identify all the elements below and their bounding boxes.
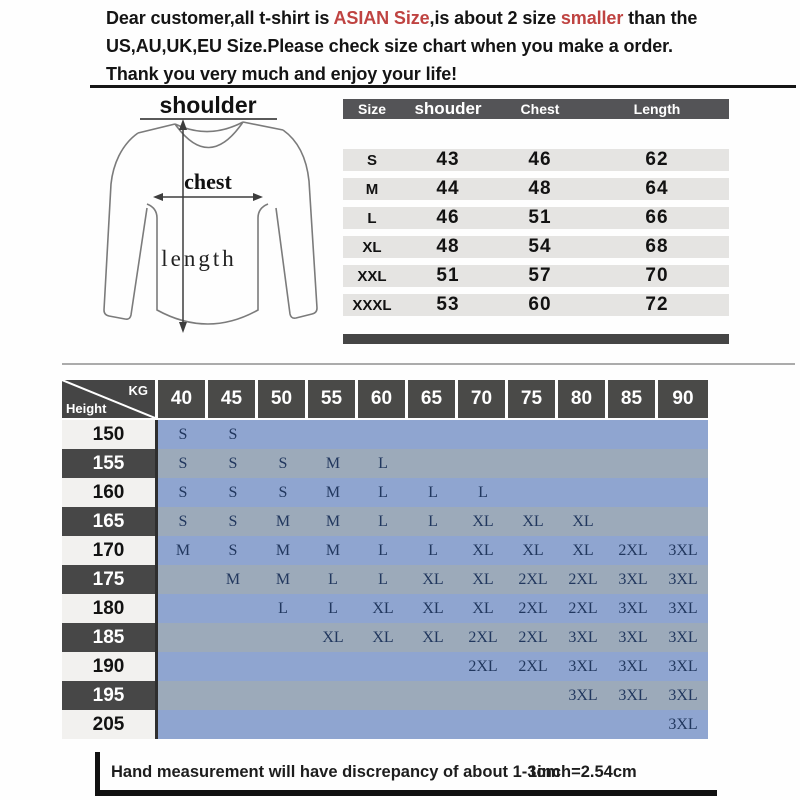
column-header-length: Length bbox=[633, 101, 681, 117]
inch-conversion-text: 1inch=2.54cm bbox=[528, 763, 637, 781]
matrix-cell bbox=[308, 681, 358, 710]
measurement-note bbox=[95, 750, 719, 798]
size-name: S bbox=[366, 151, 377, 169]
weight-header-45: 45 bbox=[208, 380, 258, 418]
matrix-row-165 bbox=[62, 507, 708, 536]
size-value: 54 bbox=[528, 236, 552, 257]
matrix-cell: 3XL bbox=[658, 652, 708, 681]
matrix-cell bbox=[408, 652, 458, 681]
size-value: 46 bbox=[436, 207, 460, 228]
matrix-cell bbox=[408, 449, 458, 478]
notice-line-2: US,AU,UK,EU Size.Please check size chart when you make a order. bbox=[106, 36, 673, 56]
size-table bbox=[343, 99, 729, 344]
size-value: 51 bbox=[436, 265, 460, 286]
matrix-cell: L bbox=[358, 536, 408, 565]
matrix-cell: M bbox=[208, 565, 258, 594]
size-table-header bbox=[343, 99, 729, 119]
matrix-cell bbox=[208, 623, 258, 652]
matrix-cell: XL bbox=[408, 594, 458, 623]
matrix-cell bbox=[508, 478, 558, 507]
matrix-cell: 2XL bbox=[508, 623, 558, 652]
matrix-row-150 bbox=[62, 420, 708, 449]
matrix-cell: L bbox=[308, 565, 358, 594]
matrix-cell bbox=[558, 710, 608, 739]
matrix-cell: XL bbox=[358, 594, 408, 623]
size-value: 53 bbox=[436, 294, 460, 315]
matrix-cell bbox=[508, 681, 558, 710]
height-label-195: 195 bbox=[62, 681, 158, 710]
matrix-cell bbox=[158, 652, 208, 681]
matrix-cell bbox=[258, 623, 308, 652]
matrix-cell: M bbox=[258, 536, 308, 565]
matrix-cell: S bbox=[208, 536, 258, 565]
corner-height-label: Height bbox=[66, 401, 107, 416]
matrix-cell bbox=[308, 652, 358, 681]
height-label-175: 175 bbox=[62, 565, 158, 594]
matrix-cell: 3XL bbox=[558, 623, 608, 652]
column-header-chest: Chest bbox=[520, 101, 560, 117]
matrix-cell: M bbox=[308, 507, 358, 536]
matrix-cell bbox=[508, 449, 558, 478]
matrix-cell: S bbox=[158, 449, 208, 478]
matrix-cell: L bbox=[358, 565, 408, 594]
matrix-cell: S bbox=[158, 478, 208, 507]
size-value: 43 bbox=[436, 149, 460, 170]
matrix-cell: XL bbox=[458, 536, 508, 565]
matrix-cell: S bbox=[258, 449, 308, 478]
shoulder-label: shoulder bbox=[159, 92, 257, 118]
matrix-cell bbox=[608, 710, 658, 739]
matrix-cell: L bbox=[258, 594, 308, 623]
size-value: 46 bbox=[528, 149, 552, 170]
customer-notice bbox=[106, 4, 800, 88]
divider-line-middle bbox=[62, 363, 795, 365]
matrix-cell: M bbox=[158, 536, 208, 565]
matrix-cell: XL bbox=[558, 536, 608, 565]
matrix-cell: 2XL bbox=[558, 565, 608, 594]
notice-line-3: Thank you very much and enjoy your life! bbox=[106, 64, 458, 84]
matrix-cell: 2XL bbox=[458, 652, 508, 681]
tshirt-outline bbox=[243, 122, 283, 130]
matrix-cell: 2XL bbox=[508, 594, 558, 623]
matrix-row-185 bbox=[62, 623, 708, 652]
size-value: 48 bbox=[436, 236, 460, 257]
matrix-cell: S bbox=[158, 420, 208, 449]
weight-header-90: 90 bbox=[658, 380, 708, 418]
length-label: length bbox=[161, 246, 237, 271]
weight-header-80: 80 bbox=[558, 380, 608, 418]
matrix-cell bbox=[158, 710, 208, 739]
size-table-row-L bbox=[343, 207, 729, 229]
height-label-190: 190 bbox=[62, 652, 158, 681]
matrix-cell bbox=[408, 420, 458, 449]
matrix-cell: M bbox=[308, 536, 358, 565]
corner-kg-label: KG bbox=[128, 383, 148, 398]
note-text: Hand measurement will have discrepancy of about 1-3cm bbox=[111, 763, 561, 781]
matrix-cell bbox=[258, 420, 308, 449]
column-header-shoulder: shouder bbox=[414, 99, 482, 118]
size-name: L bbox=[367, 209, 377, 227]
notice-segment: Dear customer,all t-shirt is bbox=[106, 8, 334, 28]
matrix-cell bbox=[258, 710, 308, 739]
arrowhead-up-icon bbox=[179, 119, 187, 130]
weight-header-70: 70 bbox=[458, 380, 508, 418]
size-value: 66 bbox=[645, 207, 669, 228]
matrix-cell: 3XL bbox=[658, 623, 708, 652]
matrix-row-175 bbox=[62, 565, 708, 594]
height-label-165: 165 bbox=[62, 507, 158, 536]
matrix-cell: M bbox=[258, 507, 308, 536]
matrix-cell: 3XL bbox=[558, 652, 608, 681]
tshirt-right-sleeve bbox=[276, 130, 317, 318]
notice-segment: ASIAN Size bbox=[333, 8, 430, 28]
matrix-cell: L bbox=[408, 536, 458, 565]
weight-header-50: 50 bbox=[258, 380, 308, 418]
matrix-row-195 bbox=[62, 681, 708, 710]
note-bottom-bar bbox=[95, 790, 717, 796]
matrix-cell bbox=[208, 652, 258, 681]
matrix-cell bbox=[658, 507, 708, 536]
matrix-cell: S bbox=[158, 507, 208, 536]
weight-header-65: 65 bbox=[408, 380, 458, 418]
weight-header-55: 55 bbox=[308, 380, 358, 418]
matrix-body bbox=[62, 420, 708, 739]
matrix-cell: M bbox=[308, 478, 358, 507]
matrix-cell: 3XL bbox=[658, 710, 708, 739]
matrix-cell: L bbox=[458, 478, 508, 507]
size-table-row-M bbox=[343, 178, 729, 200]
matrix-cell: 3XL bbox=[658, 681, 708, 710]
matrix-cell bbox=[558, 420, 608, 449]
weight-header-40: 40 bbox=[158, 380, 208, 418]
notice-segment: ,is about 2 size bbox=[429, 8, 561, 28]
height-label-185: 185 bbox=[62, 623, 158, 652]
matrix-cell: 3XL bbox=[658, 536, 708, 565]
matrix-cell bbox=[308, 420, 358, 449]
size-value: 60 bbox=[528, 294, 552, 315]
matrix-cell: S bbox=[258, 478, 308, 507]
matrix-cell bbox=[158, 623, 208, 652]
matrix-cell: 3XL bbox=[658, 594, 708, 623]
matrix-cell bbox=[158, 594, 208, 623]
matrix-cell: L bbox=[408, 478, 458, 507]
size-name: XXL bbox=[357, 267, 387, 285]
matrix-cell bbox=[658, 478, 708, 507]
size-table-row-XL bbox=[343, 236, 729, 258]
matrix-cell: L bbox=[358, 449, 408, 478]
matrix-cell: L bbox=[408, 507, 458, 536]
tshirt-measurement-diagram bbox=[95, 88, 345, 360]
matrix-cell: 2XL bbox=[608, 536, 658, 565]
matrix-cell: XL bbox=[358, 623, 408, 652]
matrix-cell: 3XL bbox=[608, 623, 658, 652]
matrix-row-180 bbox=[62, 594, 708, 623]
matrix-cell bbox=[308, 710, 358, 739]
arrowhead-down-icon bbox=[179, 322, 187, 333]
size-value: 62 bbox=[645, 149, 669, 170]
matrix-row-155 bbox=[62, 449, 708, 478]
matrix-cell: 2XL bbox=[508, 565, 558, 594]
matrix-cell: 3XL bbox=[558, 681, 608, 710]
size-value: 64 bbox=[645, 178, 669, 199]
size-table-row-S bbox=[343, 149, 729, 171]
matrix-cell: XL bbox=[458, 594, 508, 623]
matrix-cell: 3XL bbox=[608, 652, 658, 681]
matrix-cell bbox=[658, 449, 708, 478]
matrix-cell: 3XL bbox=[608, 594, 658, 623]
tshirt-left-sleeve bbox=[104, 133, 147, 319]
matrix-corner-cell bbox=[62, 380, 158, 418]
chest-label: chest bbox=[184, 169, 232, 194]
size-value: 72 bbox=[645, 294, 669, 315]
matrix-cell bbox=[258, 681, 308, 710]
notice-segment: than the bbox=[623, 8, 698, 28]
matrix-cell bbox=[458, 420, 508, 449]
matrix-cell: 2XL bbox=[458, 623, 508, 652]
matrix-cell: XL bbox=[558, 507, 608, 536]
matrix-cell bbox=[158, 681, 208, 710]
matrix-cell: XL bbox=[508, 536, 558, 565]
matrix-cell: XL bbox=[308, 623, 358, 652]
matrix-cell bbox=[358, 652, 408, 681]
size-table-row-XXL bbox=[343, 265, 729, 287]
matrix-cell bbox=[508, 710, 558, 739]
size-name: XXXL bbox=[352, 296, 392, 314]
matrix-cell bbox=[608, 420, 658, 449]
matrix-cell bbox=[458, 449, 508, 478]
matrix-cell bbox=[208, 594, 258, 623]
matrix-cell: 3XL bbox=[608, 681, 658, 710]
height-label-155: 155 bbox=[62, 449, 158, 478]
matrix-cell bbox=[558, 449, 608, 478]
height-label-205: 205 bbox=[62, 710, 158, 739]
matrix-cell bbox=[358, 710, 408, 739]
matrix-cell bbox=[158, 565, 208, 594]
size-value: 51 bbox=[528, 207, 552, 228]
matrix-cell: 2XL bbox=[508, 652, 558, 681]
size-table-row-XXXL bbox=[343, 294, 729, 316]
weight-header-60: 60 bbox=[358, 380, 408, 418]
arrowhead-right-icon bbox=[253, 193, 263, 201]
matrix-cell bbox=[208, 710, 258, 739]
size-name: M bbox=[365, 180, 379, 198]
matrix-cell: M bbox=[258, 565, 308, 594]
matrix-row-170 bbox=[62, 536, 708, 565]
matrix-cell: S bbox=[208, 507, 258, 536]
notice-line-1 bbox=[106, 4, 800, 32]
matrix-cell bbox=[358, 420, 408, 449]
matrix-cell: XL bbox=[408, 565, 458, 594]
weight-header-85: 85 bbox=[608, 380, 658, 418]
matrix-cell: S bbox=[208, 478, 258, 507]
matrix-cell: S bbox=[208, 420, 258, 449]
matrix-cell: 3XL bbox=[608, 565, 658, 594]
height-label-180: 180 bbox=[62, 594, 158, 623]
matrix-cell bbox=[408, 681, 458, 710]
matrix-cell bbox=[608, 478, 658, 507]
matrix-cell: XL bbox=[408, 623, 458, 652]
column-header-size: Size bbox=[357, 101, 386, 117]
matrix-cell: S bbox=[208, 449, 258, 478]
height-label-150: 150 bbox=[62, 420, 158, 449]
matrix-cell: L bbox=[358, 478, 408, 507]
matrix-row-160 bbox=[62, 478, 708, 507]
matrix-cell bbox=[608, 449, 658, 478]
matrix-row-205 bbox=[62, 710, 708, 739]
size-value: 70 bbox=[645, 265, 669, 286]
matrix-cell: L bbox=[358, 507, 408, 536]
matrix-cell bbox=[208, 681, 258, 710]
size-value: 48 bbox=[528, 178, 552, 199]
matrix-cell: XL bbox=[508, 507, 558, 536]
matrix-cell: M bbox=[308, 449, 358, 478]
matrix-row-190 bbox=[62, 652, 708, 681]
height-weight-matrix bbox=[62, 380, 708, 739]
matrix-cell: L bbox=[308, 594, 358, 623]
size-table-footer-bar bbox=[343, 334, 729, 344]
matrix-cell: XL bbox=[458, 565, 508, 594]
height-label-170: 170 bbox=[62, 536, 158, 565]
height-label-160: 160 bbox=[62, 478, 158, 507]
matrix-cell: XL bbox=[458, 507, 508, 536]
matrix-cell bbox=[608, 507, 658, 536]
arrowhead-left-icon bbox=[153, 193, 163, 201]
matrix-cell bbox=[408, 710, 458, 739]
weight-header-75: 75 bbox=[508, 380, 558, 418]
matrix-cell bbox=[258, 652, 308, 681]
matrix-cell bbox=[458, 710, 508, 739]
size-table-body bbox=[343, 149, 729, 316]
matrix-cell bbox=[558, 478, 608, 507]
size-value: 68 bbox=[645, 236, 669, 257]
matrix-cell: 3XL bbox=[658, 565, 708, 594]
matrix-cell bbox=[458, 681, 508, 710]
matrix-cell bbox=[658, 420, 708, 449]
matrix-cell bbox=[358, 681, 408, 710]
size-value: 44 bbox=[436, 178, 460, 199]
matrix-cell bbox=[508, 420, 558, 449]
size-value: 57 bbox=[528, 265, 552, 286]
matrix-cell: 2XL bbox=[558, 594, 608, 623]
notice-segment: smaller bbox=[560, 8, 624, 28]
matrix-header-row bbox=[62, 380, 708, 418]
size-name: XL bbox=[362, 238, 382, 256]
tshirt-outline bbox=[138, 124, 175, 133]
